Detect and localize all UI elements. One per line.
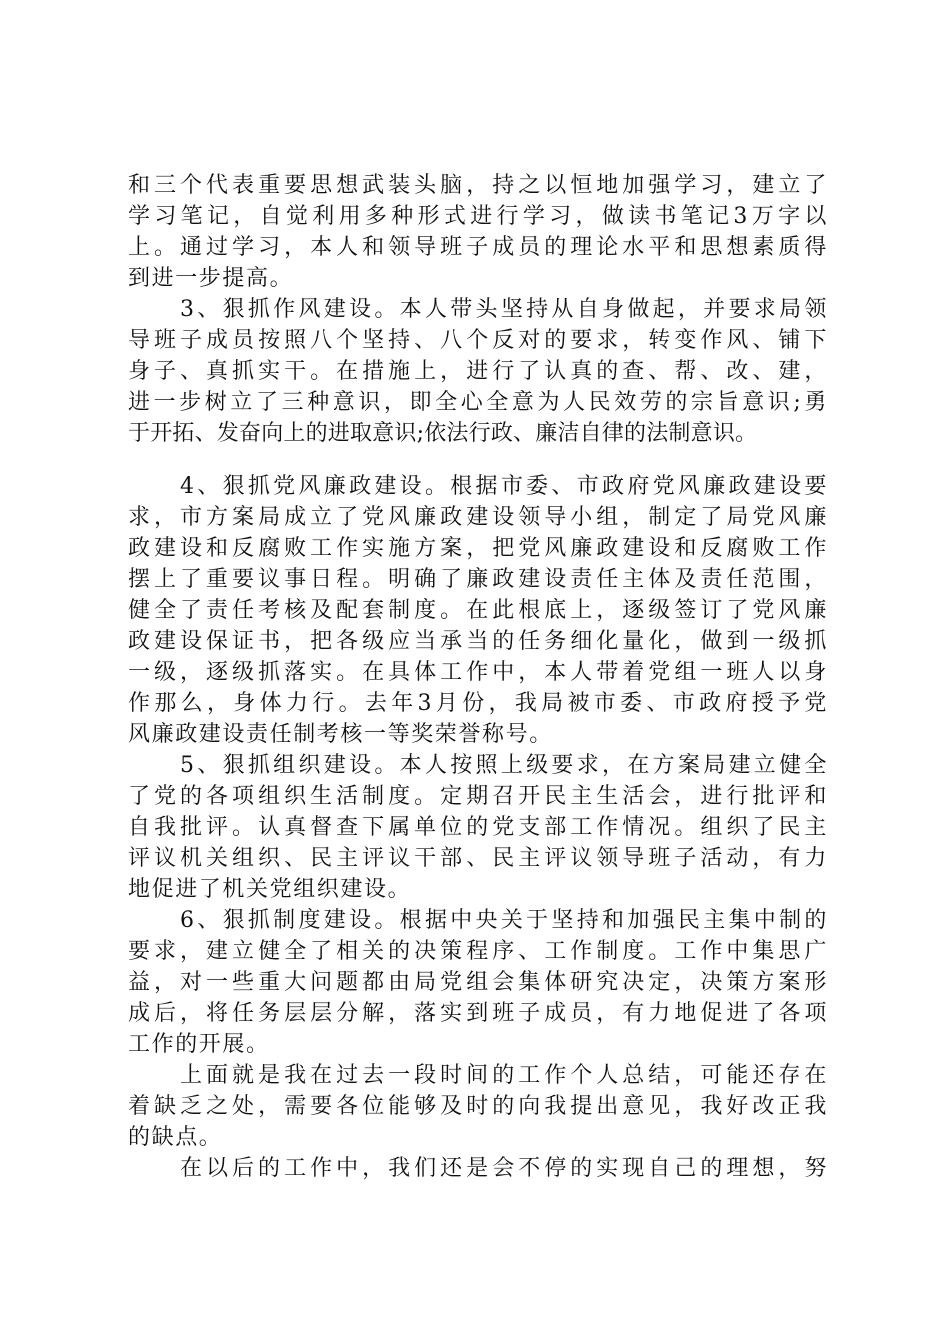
text-line: 进一步树立了三种意识，即全心全意为人民效劳的宗旨意识;勇: [128, 390, 828, 415]
text-line: 上。通过学习，本人和领导班子成员的理论水平和思想素质得: [128, 235, 828, 260]
text-line: 自我批评。认真督查下属单位的党支部工作情况。组织了民主: [128, 815, 828, 840]
text-line: 地促进了机关党组织建设。: [128, 877, 412, 902]
closing-paragraph-line: 在以后的工作中，我们还是会不停的实现自己的理想，努: [180, 1156, 828, 1181]
text-line: 学习笔记，自觉利用多种形式进行学习，做读书笔记3万字以: [128, 204, 828, 229]
text-line: 益，对一些重大问题都由局党组会集体研究决定，决策方案形: [128, 970, 828, 995]
text-line: 风廉政建设责任制考核一等奖荣誉称号。: [128, 722, 553, 747]
text-line: 和三个代表重要思想武装头脑，持之以恒地加强学习，建立了: [128, 173, 828, 198]
text-line: 政建设和反腐败工作实施方案，把党风廉政建设和反腐败工作: [128, 536, 828, 561]
text-line: 作那么，身体力行。去年3月份，我局被市委、市政府授予党: [128, 691, 828, 716]
paragraph-5-heading-line: 5、狠抓组织建设。本人按照上级要求，在方案局建立健全: [180, 753, 828, 778]
text-line: 到进一步提高。: [128, 266, 294, 291]
text-line: 政建设保证书，把各级应当承当的任务细化量化，做到一级抓: [128, 629, 828, 654]
text-line: 摆上了重要议事日程。明确了廉政建设责任主体及责任范围，: [128, 567, 828, 592]
body-text: [128, 170, 828, 1184]
summary-paragraph-line: 上面就是我在过去一段时间的工作个人总结，可能还存在: [180, 1063, 828, 1088]
paragraph-6-heading-line: 6、狠抓制度建设。根据中央关于坚持和加强民主集中制的: [180, 908, 828, 933]
text-line: 成后，将任务层层分解，落实到班子成员，有力地促进了各项: [128, 1001, 828, 1026]
text-line: 工作的开展。: [128, 1032, 270, 1057]
text-line: 了党的各项组织生活制度。定期召开民主生活会，进行批评和: [128, 784, 828, 809]
text-line: 的缺点。: [128, 1125, 223, 1150]
text-line: 着缺乏之处，需要各位能够及时的向我提出意见，我好改正我: [128, 1094, 828, 1119]
text-line: 导班子成员按照八个坚持、八个反对的要求，转变作风、铺下: [128, 328, 828, 353]
text-line: 要求，建立健全了相关的决策程序、工作制度。工作中集思广: [128, 939, 828, 964]
text-line: 健全了责任考核及配套制度。在此根底上，逐级签订了党风廉: [128, 598, 828, 623]
text-line: 求，市方案局成立了党风廉政建设领导小组，制定了局党风廉: [128, 505, 828, 530]
text-line: 身子、真抓实干。在措施上，进行了认真的查、帮、改、建，: [128, 359, 828, 384]
text-line: 一级，逐级抓落实。在具体工作中，本人带着党组一班人以身: [128, 660, 828, 685]
paragraph-3-heading-line: 3、狠抓作风建设。本人带头坚持从自身做起，并要求局领: [180, 297, 828, 322]
text-line: 于开拓、发奋向上的进取意识;依法行政、廉洁自律的法制意识。: [128, 421, 758, 446]
paragraph-gap: [128, 449, 828, 471]
paragraph-4-heading-line: 4、狠抓党风廉政建设。根据市委、市政府党风廉政建设要: [180, 474, 828, 499]
text-line: 评议机关组织、民主评议干部、民主评议领导班子活动，有力: [128, 846, 828, 871]
